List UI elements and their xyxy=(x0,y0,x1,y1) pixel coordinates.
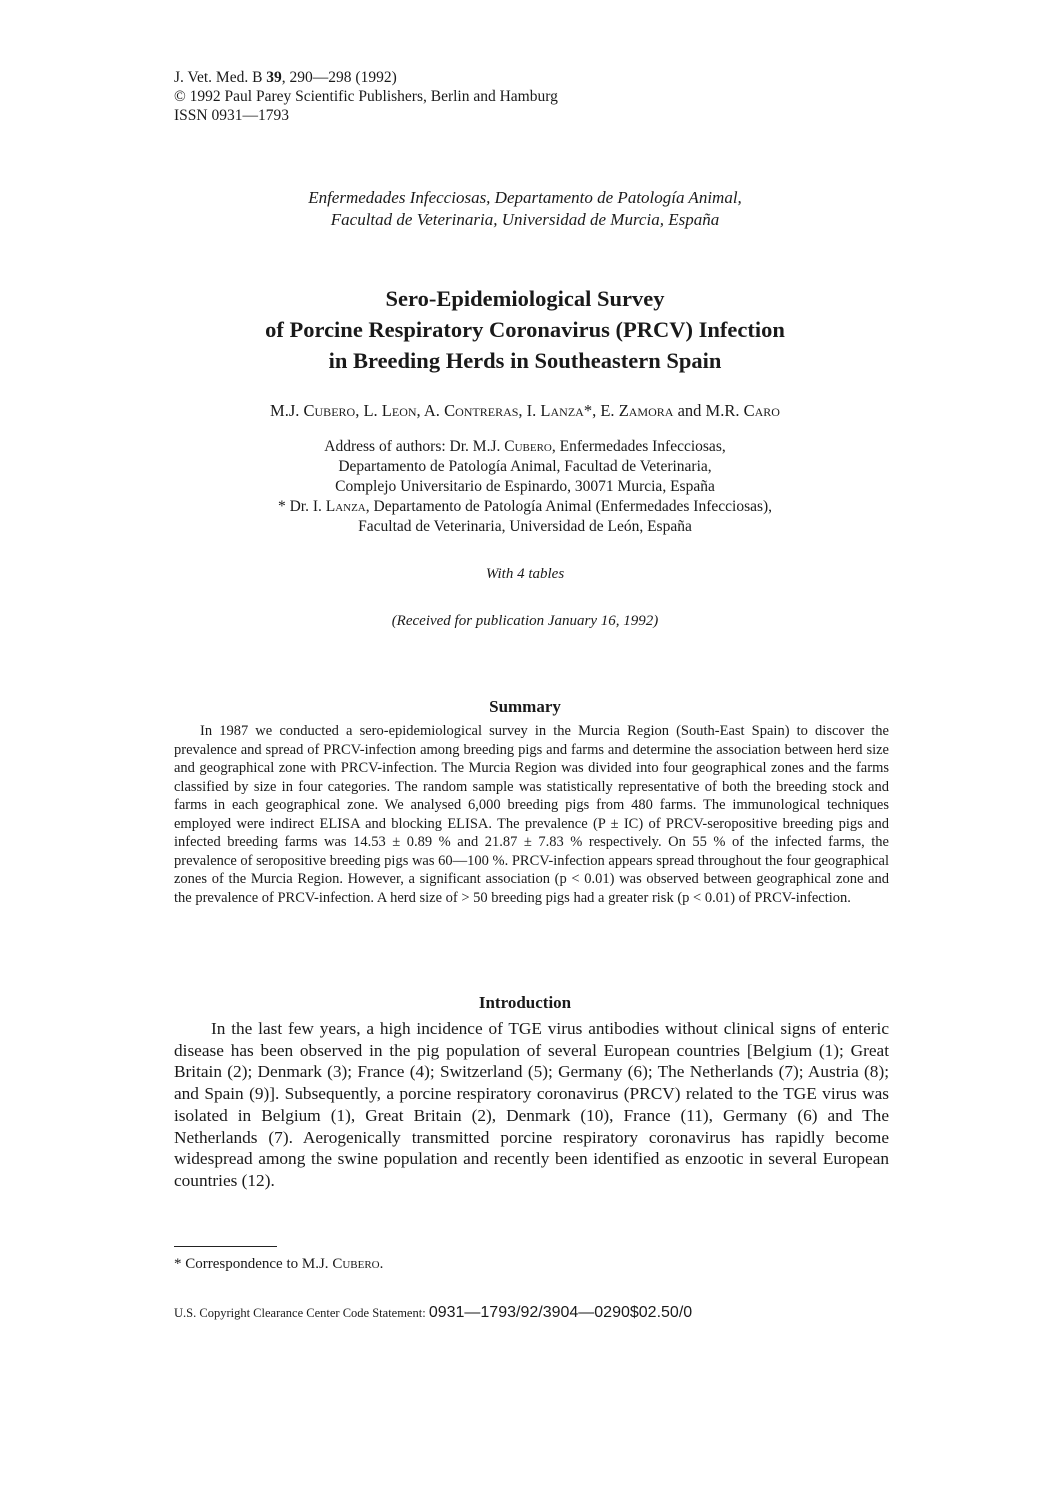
author-surname: Lanza xyxy=(540,401,584,420)
volume-number: 39 xyxy=(266,69,282,86)
received-date: (Received for publication January 16, 1992) xyxy=(391,613,659,629)
summary-paragraph: In 1987 we conducted a sero-epidemiological survey in the Murcia Region (South-East Spain) to discover the prevalence and spread of PRCV-infection among breeding pigs and farms and determine the association between herd size and geographical zone with PRCV-infection. The Murcia Region was divided into four geographical zones and the farms classified by size in four categories. The random sample was statistically representative of both the breeding stock and farms in each geographical zone. We analysed 6,000 breeding pigs from 480 farms. The immunological techniques employed were indirect ELISA and blocking ELISA. The prevalence (P ± IC) of PRCV-seropositive breeding pigs and infected breeding farms was 14.53 ± 0.89 % and 21.87 ± 7.83 % respectively. On 55 % of the infected farms, the prevalence of seropositive breeding pigs was 60—100 %. PRCV-infection appears spread throughout the four geographical zones of the Murcia Region. However, a significant association (p < 0.01) was observed between geographical zone and the prevalence of PRCV-infection. A herd size of > 50 breeding pigs had a greater risk (p < 0.01) of PRCV-infection. xyxy=(174,723,890,906)
author-list: M.J. Cubero, L. Leon, A. Contreras, I. Lanza*, E. Zamora and M.R. Caro xyxy=(270,401,780,420)
copyright-code: 0931—1793/92/3904—0290$02.50/0 xyxy=(428,1304,693,1321)
summary-heading: Summary xyxy=(489,697,561,716)
tables-note: With 4 tables xyxy=(485,566,565,582)
paper-title: Sero-Epidemiological Survey of Porcine Respiratory Coronavirus (PRCV) Infection in Breeding Herds in Southeastern Spain xyxy=(265,286,785,373)
introduction-heading: Introduction xyxy=(478,993,572,1012)
author-surname: Contreras xyxy=(444,401,519,420)
footnote-divider xyxy=(174,1246,277,1247)
institution-affiliation: Enfermedades Infecciosas, Departamento de Patología Animal, Facultad de Veterinaria, Universidad de Murcia, España xyxy=(308,188,742,229)
copyright-statement: U.S. Copyright Clearance Center Code Statement: 0931—1793/92/3904—0290$02.50/0 xyxy=(174,1304,693,1321)
author-address: Address of authors: Dr. M.J. Cubero, Enfermedades Infecciosas, Departamento de Patología Animal, Facultad de Veterinaria, Complejo Universitario de Espinardo, 30071 Murcia, España * Dr. I. Lanza, Departamento de Patología Animal (Enfermedades Infecciosas), Facultad de Veterinaria, Universidad de León, España xyxy=(277,438,773,535)
author-surname: Caro xyxy=(743,401,780,420)
introduction-paragraph: In the last few years, a high incidence of TGE virus antibodies without clinical signs of enteric disease has been observed in the pig population of several European countries [Belgium (1); Great Britain (2); Denmark (3); France (4); Switzerland (5); Germany (6); The Netherlands (7); Austria (8); and Spain (9)]. Subsequently, a porcine respiratory coronavirus (PRCV) related to the TGE virus was isolated in Belgium (1), Great Britain (2), Denmark (10), France (11), Germany (6) and The Netherlands (7). Aerogenically transmitted porcine respiratory coronavirus has rapidly become widespread among the swine population and recently been identified as enzootic in several European countries (12). xyxy=(174,1019,889,1190)
author-surname: Zamora xyxy=(618,401,674,420)
citation-line: J. Vet. Med. B 39, 290—298 (1992) xyxy=(174,69,397,86)
journal-header xyxy=(174,68,558,125)
correspondence-footnote: * Correspondence to M.J. Cubero. xyxy=(174,1256,384,1272)
author-surname: Leon xyxy=(381,401,417,420)
author-surname: Cubero xyxy=(303,401,356,420)
issn-line: ISSN 0931—1793 xyxy=(174,107,289,124)
publisher-line: © 1992 Paul Parey Scientific Publishers, Berlin and Hamburg xyxy=(174,88,558,105)
